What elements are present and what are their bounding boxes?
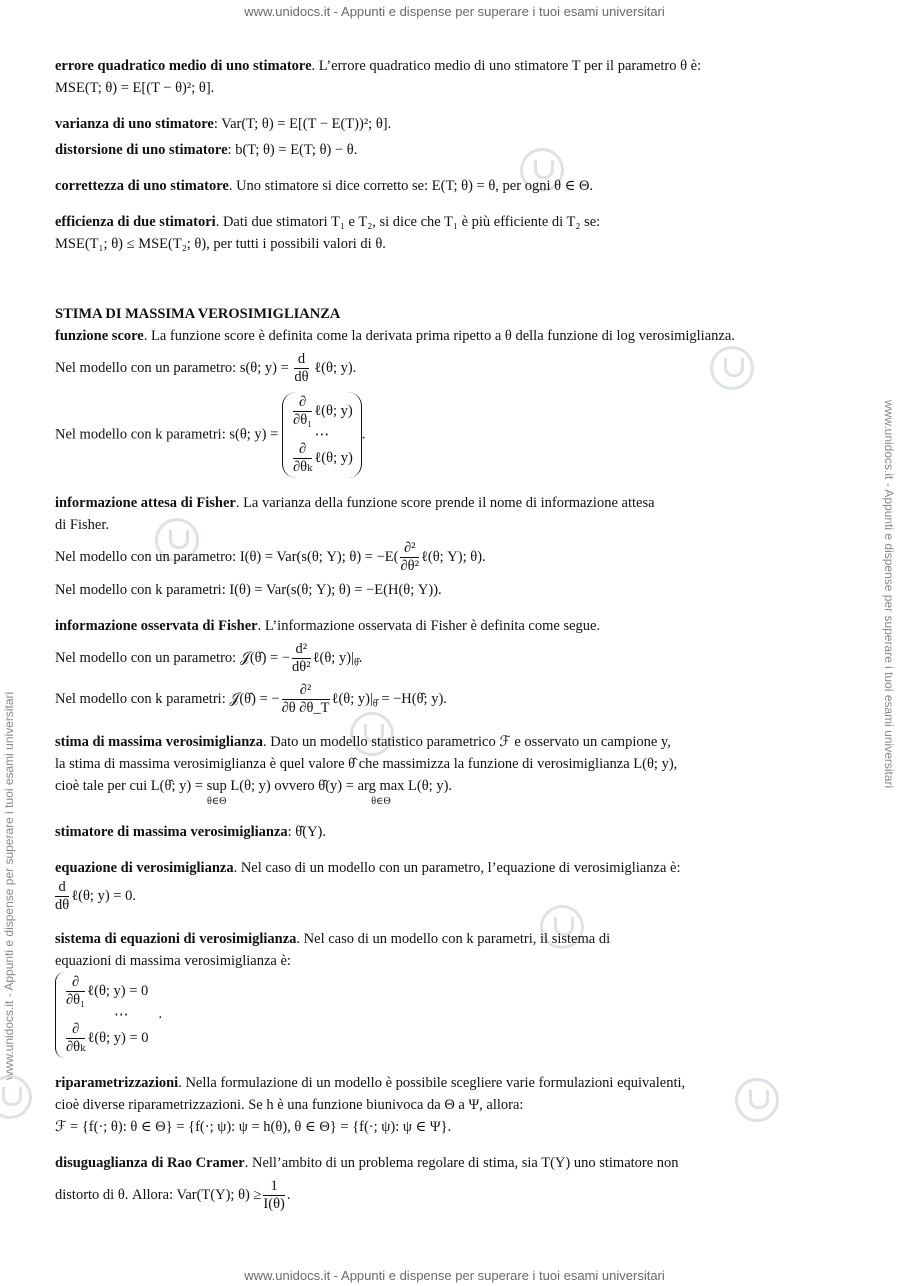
paragraph-stimatore-mv <box>55 821 895 843</box>
paragraph-rao: disuguaglianza di Rao Cramer. Nell’ambito di un problema regolare di stima, sia T(Y) uno stimatore non distorto di θ. Allora: Var(T(Y); θ) ≥ $\frac{1}{I(\theta)}$ . <box>55 1155 679 1212</box>
paragraph-riparam <box>55 1072 895 1138</box>
score-one-param-label: Nel modello con un parametro: s(θ; y) = <box>55 359 289 376</box>
term-rao: disuguaglianza di Rao Cramer <box>55 1155 245 1171</box>
header-watermark: www.unidocs.it - Appunti e dispense per superare i tuoi esami universitari <box>244 4 665 19</box>
score-text: . La funzione score è definita come la derivata prima ripetto a θ della funzione di log verosimiglianza. <box>143 328 735 344</box>
side-watermark-right: www.unidocs.it - Appunti e dispense per superare i tuoi esami universitari <box>882 400 896 789</box>
section-title: STIMA DI MASSIMA VEROSIMIGLIANZA <box>55 306 341 322</box>
term-varianza: varianza di uno stimatore <box>55 116 214 132</box>
term-fisher-attesa: informazione attesa di Fisher <box>55 495 236 511</box>
fisher-attesa-k-param: Nel modello con k parametri: I(θ) = Var(s(θ; Y); θ) = −E(H(θ; Y)). <box>55 582 442 598</box>
riparam-line2: cioè diverse riparametrizzazioni. Se h è una funzione biunivoca da Θ a Ψ, allora: <box>55 1097 524 1113</box>
distorsione-formula: : b(T; θ) = E(T; θ) − θ. <box>227 142 358 158</box>
unidocs-logo-icon <box>0 1075 32 1119</box>
term-correttezza: correttezza di uno stimatore <box>55 178 229 194</box>
stima-mv-text: . Dato un modello statistico parametrico ℱ e osservato un campione y, <box>262 734 671 750</box>
rao-line2: distorto di θ. Allora: Var(T(Y); θ) ≥ <box>55 1186 262 1203</box>
term-distorsione: distorsione di uno stimatore <box>55 142 228 158</box>
side-watermark-left: www.unidocs.it - Appunti e dispense per superare i tuoi esami universitari <box>2 691 16 1080</box>
sistema-text: . Nel caso di un modello con k parametri, il sistema di <box>296 931 611 947</box>
riparam-text: . Nella formulazione di un modello è possibile scegliere varie formulazioni equivalenti, <box>178 1075 686 1091</box>
paragraph-efficienza <box>55 211 895 255</box>
equazione-formula: ℓ(θ; y) = 0. <box>71 887 136 904</box>
term-stimatore-mv: stimatore di massima verosimiglianza <box>55 824 288 840</box>
term-riparam: riparametrizzazioni <box>55 1075 179 1091</box>
correttezza-text: . Uno stimatore si dice corretto se: E(T; θ) = θ, per ogni θ ∈ Θ. <box>228 178 594 194</box>
paragraph-sistema: sistema di equazioni di verosimiglianza. Nel caso di un modello con k parametri, il sistema di equazioni di massima verosimiglianza è: $\frac{\partial}{\text{∂θ₁}}$ ℓ(θ; y) = 0 ⋯ $\frac{\partial}{\text{∂θₖ}}$ ℓ(θ; y) = 0 . <box>55 928 895 1058</box>
score-ell: ℓ(θ; y). <box>314 359 357 376</box>
term-score: funzione score <box>55 328 144 344</box>
footer-watermark: www.unidocs.it - Appunti e dispense per superare i tuoi esami universitari <box>244 1268 665 1283</box>
term-mse: errore quadratico medio di uno stimatore <box>55 58 312 74</box>
riparam-line3: ℱ = {f(·; θ): θ ∈ Θ} = {f(·; ψ): ψ = h(θ), θ ∈ Θ} = {f(·; ψ): ψ ∈ Ψ}. <box>55 1119 452 1135</box>
stimatore-mv-formula: : θ̂(Y). <box>287 824 327 840</box>
sistema-text2: equazioni di massima verosimiglianza è: <box>55 953 291 969</box>
score-vector: $\frac{\partial}{\text{∂θ₁}}$ ℓ(θ; y) ⋯ $\frac{\partial}{\text{∂θₖ}}$ ℓ(θ; y) <box>282 392 362 478</box>
mse-text: . L’errore quadratico medio di uno stimatore T per il parametro θ è: <box>311 58 702 74</box>
term-sistema: sistema di equazioni di verosimiglianza <box>55 931 297 947</box>
term-equazione: equazione di verosimiglianza <box>55 860 234 876</box>
fisher-attesa-text2: di Fisher. <box>55 517 109 533</box>
paragraph-equazione: equazione di verosimiglianza. Nel caso di un modello con un parametro, l’equazione di verosimiglianza è: $\frac{d}{d\theta}$ ℓ(θ; y) = 0. <box>55 860 681 913</box>
fisher-osservata-text: . L’informazione osservata di Fisher è definita come segue. <box>257 618 601 634</box>
fisher-osservata-k-param: Nel modello con k parametri: 𝒥(θ̂) = − <box>55 690 280 707</box>
efficienza-formula: MSE(T₁; θ) ≤ MSE(T₂; θ), per tutti i possibili valori di θ. <box>55 236 386 252</box>
paragraph-varianza <box>55 113 895 135</box>
fraction-d-dtheta: $\frac{d}{d\theta}$ <box>294 351 309 385</box>
system-brace: $\frac{\partial}{\text{∂θ₁}}$ ℓ(θ; y) = 0 ⋯ $\frac{\partial}{\text{∂θₖ}}$ ℓ(θ; y) = 0 <box>55 972 149 1058</box>
efficienza-text: . Dati due stimatori T₁ e T₂, si dice che T₁ è più efficiente di T₂ se: <box>215 214 601 230</box>
rao-text: . Nell’ambito di un problema regolare di stima, sia T(Y) uno stimatore non <box>244 1155 679 1171</box>
paragraph-correttezza <box>55 175 895 197</box>
score-k-param-label: Nel modello con k parametri: s(θ; y) = <box>55 426 279 443</box>
mse-formula: MSE(T; θ) = E[(T − θ)²; θ]. <box>55 80 215 96</box>
paragraph-fisher-attesa: informazione attesa di Fisher. La varianza della funzione score prende il nome di informazione attesa di Fisher. Nel modello con un parametro: I(θ) = Var(s(θ; Y); θ) = −E( $\frac{\text{∂²}}{\text{∂θ²}}$ ℓ(θ; Y); θ). Nel modello con k parametri: I(θ) = Var(s(θ; Y); θ) = −E(H(θ; Y)). <box>55 492 895 601</box>
varianza-formula: : Var(T; θ) = E[(T − E(T))²; θ]. <box>213 116 392 132</box>
equazione-text: . Nel caso di un modello con un parametro, l’equazione di verosimiglianza è: <box>233 860 681 876</box>
paragraph-stima-mv: stima di massima verosimiglianza. Dato un modello statistico parametrico ℱ e osservato un campione y, la stima di massima verosimiglianza è quel valore θ̂ che massimizza la funzione di verosimiglianza L(θ; y), cioè tale per cui L(θ̂; y) = sup θ∈Θ L(θ; y) ovvero θ̂(y) = arg max θ∈Θ L(θ; y). <box>55 731 895 807</box>
paragraph-score: funzione score. La funzione score è definita come la derivata prima ripetto a θ della funzione di log verosimiglianza. Nel modello con un parametro: s(θ; y) = $\frac{d}{d\theta}$ ℓ(θ; y). Nel modello con k parametri: s(θ; y) = $\frac{\partial}{\text{∂θ₁}}$ ℓ(θ; y) ⋯ $\frac{\partial}{\text{∂θₖ}}$ ℓ(θ; y) . <box>55 325 895 478</box>
stima-mv-line2: la stima di massima verosimiglianza è quel valore θ̂ che massimizza la funzione di verosimiglianza L(θ; y), <box>55 756 678 772</box>
fisher-attesa-one-param: Nel modello con un parametro: I(θ) = Var(s(θ; Y); θ) = −E( <box>55 548 399 565</box>
fisher-osservata-one-param: Nel modello con un parametro: 𝒥(θ̂) = − <box>55 649 291 666</box>
term-fisher-osservata: informazione osservata di Fisher <box>55 618 258 634</box>
paragraph-fisher-osservata: informazione osservata di Fisher. L’informazione osservata di Fisher è definita come segue. Nel modello con un parametro: 𝒥(θ̂) = − $\frac{\text{d²}}{\text{dθ²}}$ ℓ(θ; $y)|_{\thetâ}$. Nel modello con k parametri: 𝒥(θ̂) = − $\frac{\text{∂²}}{\partial\theta \partial\theta\_T}$ ℓ(θ; $y)|_{\thetâ}$ = −H(θ̂; y). <box>55 618 601 716</box>
paragraph-mse <box>55 55 895 99</box>
term-stima-mv: stima di massima verosimiglianza <box>55 734 263 750</box>
paragraph-distorsione <box>55 139 895 161</box>
document-body <box>55 55 895 1227</box>
fisher-attesa-text: . La varianza della funzione score prende il nome di informazione attesa <box>235 495 655 511</box>
term-efficienza: efficienza di due stimatori <box>55 214 216 230</box>
